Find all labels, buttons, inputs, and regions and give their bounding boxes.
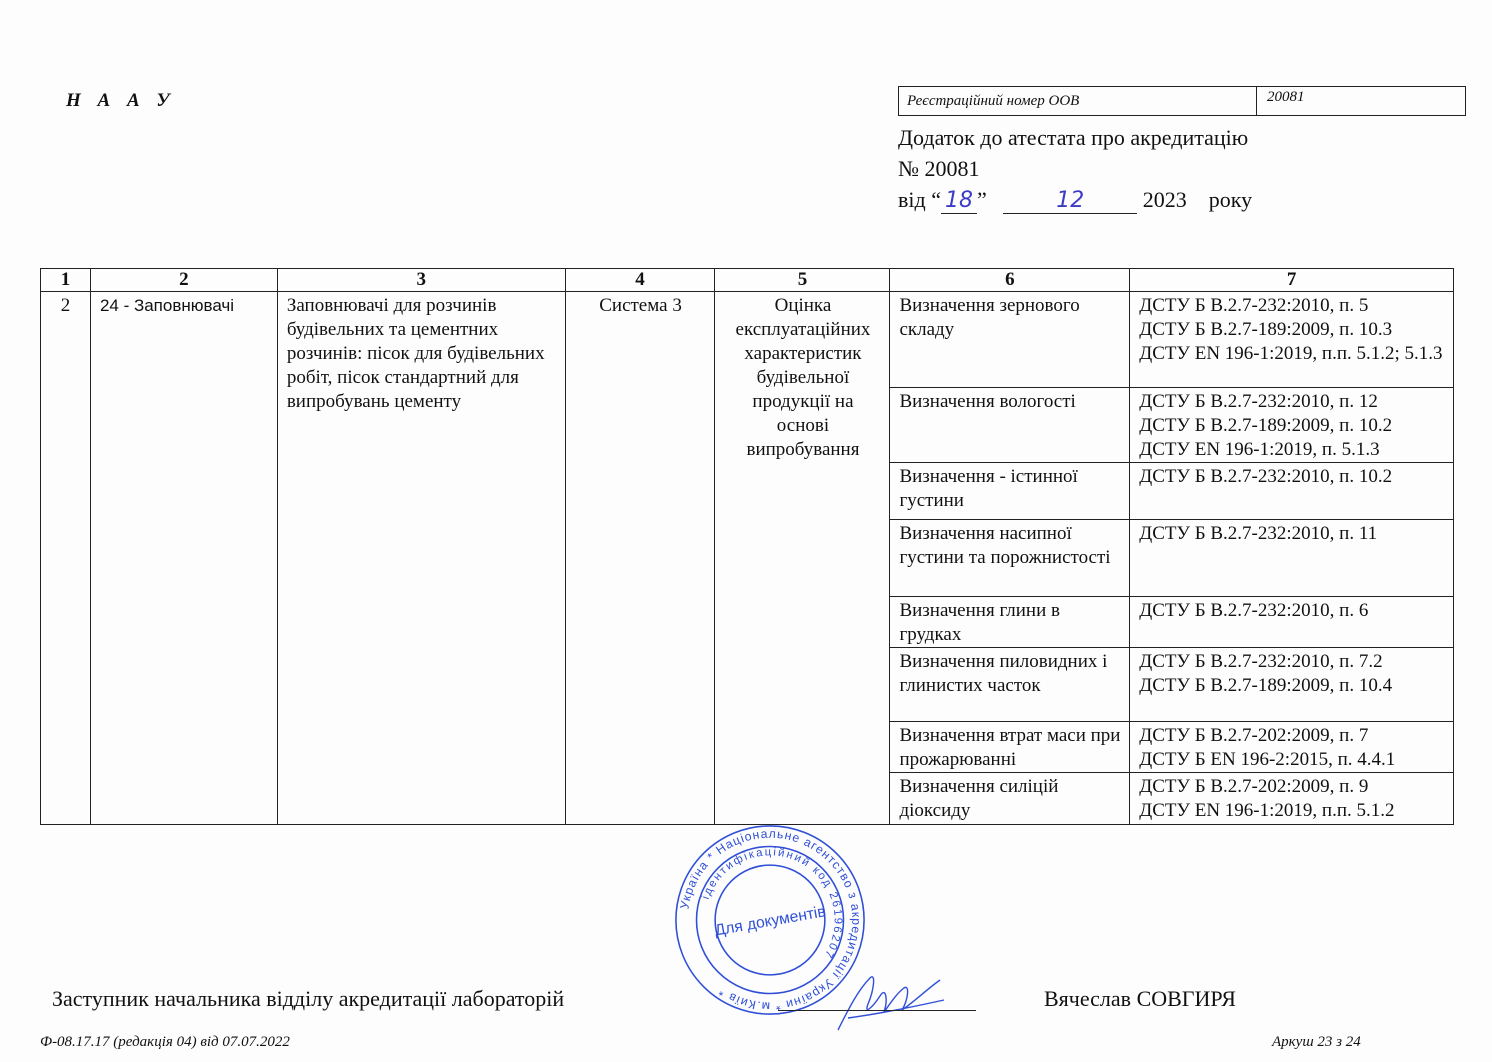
date-prefix: від “ xyxy=(898,187,941,212)
standard-ref: ДСТУ Б EN 196-2:2015, п. 4.4.1 xyxy=(1139,749,1396,770)
test-standards xyxy=(1130,463,1454,520)
test-standards xyxy=(1130,722,1454,773)
standard-ref: ДСТУ Б В.2.7-232:2010, п. 6 xyxy=(1139,600,1369,621)
standard-ref: ДСТУ Б В.2.7-232:2010, п. 5 xyxy=(1139,295,1369,316)
addendum-title: Додаток до атестата про акредитацію xyxy=(898,125,1249,150)
signer-name: Вячеслав СОВГИРЯ xyxy=(1044,986,1236,1011)
col-header: 3 xyxy=(277,269,565,292)
standard-ref: ДСТУ Б В.2.7-232:2010, п. 12 xyxy=(1139,391,1378,412)
signer-title: Заступник начальника відділу акредитації лабораторій xyxy=(52,986,565,1011)
sheet-number: Аркуш 23 з 24 xyxy=(1272,1034,1361,1050)
test-standards xyxy=(1130,292,1454,388)
test-name: Визначення пиловидних і глинистих часток xyxy=(890,648,1130,722)
standard-ref: ДСТУ Б В.2.7-232:2010, п. 7.2 xyxy=(1139,651,1383,672)
stamp-center-text: Для документів xyxy=(713,903,828,940)
signature-line xyxy=(778,1010,976,1011)
addendum-number: № 20081 xyxy=(898,156,980,181)
form-code: Ф-08.17.17 (редакція 04) від 07.07.2022 xyxy=(40,1034,290,1050)
test-standards xyxy=(1130,520,1454,597)
date-day: 18 xyxy=(941,189,977,214)
test-name: Визначення насипної густини та порожнистості xyxy=(890,520,1130,597)
col-header: 6 xyxy=(890,269,1130,292)
col-header: 5 xyxy=(715,269,890,292)
test-name: Визначення зернового складу xyxy=(890,292,1130,388)
date-year: 2023 xyxy=(1142,187,1187,212)
date-year-suffix: року xyxy=(1208,187,1253,212)
test-standards xyxy=(1130,597,1454,648)
standard-ref: ДСТУ Б В.2.7-189:2009, п. 10.4 xyxy=(1139,675,1393,696)
addendum-date xyxy=(898,184,1252,215)
org-abbreviation: Н А А У xyxy=(66,90,176,111)
stamp-inner-text: ідентифікаційний код 26196207 xyxy=(699,846,844,962)
standard-ref: ДСТУ Б В.2.7-232:2010, п. 11 xyxy=(1139,523,1378,544)
table-row xyxy=(41,292,1454,388)
col-header: 4 xyxy=(565,269,715,292)
standard-ref: ДСТУ Б В.2.7-232:2010, п. 10.2 xyxy=(1139,466,1393,487)
addendum-block xyxy=(898,122,1252,215)
registration-number: 20081 xyxy=(1267,89,1305,105)
test-standards xyxy=(1130,388,1454,463)
test-standards xyxy=(1130,773,1454,825)
test-name: Визначення глини в грудках xyxy=(890,597,1130,648)
standard-ref: ДСТУ Б В.2.7-189:2009, п. 10.3 xyxy=(1139,319,1393,340)
assessment-method: Оцінка експлуатаційних характеристик будівельної продукції на основі випробування xyxy=(715,292,890,825)
product-description: Заповнювачі для розчинів будівельних та цементних розчинів: пісок для будівельних робіт, пісок стандартний для випробувань цементу xyxy=(277,292,565,825)
date-quote-close: ” xyxy=(976,187,987,212)
registration-label: Реєстраційний номер ООВ xyxy=(899,87,1257,115)
standard-ref: ДСТУ EN 196-1:2019, п.п. 5.1.2 xyxy=(1139,800,1395,821)
standard-ref: ДСТУ Б В.2.7-189:2009, п. 10.2 xyxy=(1139,415,1393,436)
table-header-row xyxy=(41,269,1454,292)
test-name: Визначення - істинної густини xyxy=(890,463,1130,520)
test-name: Визначення втрат маси при прожарюванні xyxy=(890,722,1130,773)
test-name: Визначення силіцій діоксиду xyxy=(890,773,1130,825)
conformity-system: Система 3 xyxy=(565,292,715,825)
standard-ref: ДСТУ Б В.2.7-202:2009, п. 9 xyxy=(1139,776,1369,797)
test-standards xyxy=(1130,648,1454,722)
col-header: 7 xyxy=(1130,269,1454,292)
test-name: Визначення вологості xyxy=(890,388,1130,463)
standard-ref: ДСТУ Б В.2.7-202:2009, п. 7 xyxy=(1139,725,1369,746)
registration-box xyxy=(898,86,1466,116)
standard-ref: ДСТУ EN 196-1:2019, п.п. 5.1.2; 5.1.3 xyxy=(1139,343,1443,364)
standard-ref: ДСТУ EN 196-1:2019, п. 5.1.3 xyxy=(1139,439,1380,460)
row-number: 2 xyxy=(41,292,91,825)
product-category: 24 - Заповнювачі xyxy=(90,292,277,825)
signature xyxy=(818,960,948,1040)
stamp-outer-text: Україна * Національне агентство з акредитації України * м.Київ * xyxy=(677,826,864,1014)
date-month: 12 xyxy=(1003,189,1137,214)
col-header: 1 xyxy=(41,269,91,292)
col-header: 2 xyxy=(90,269,277,292)
accreditation-table xyxy=(40,268,1454,825)
